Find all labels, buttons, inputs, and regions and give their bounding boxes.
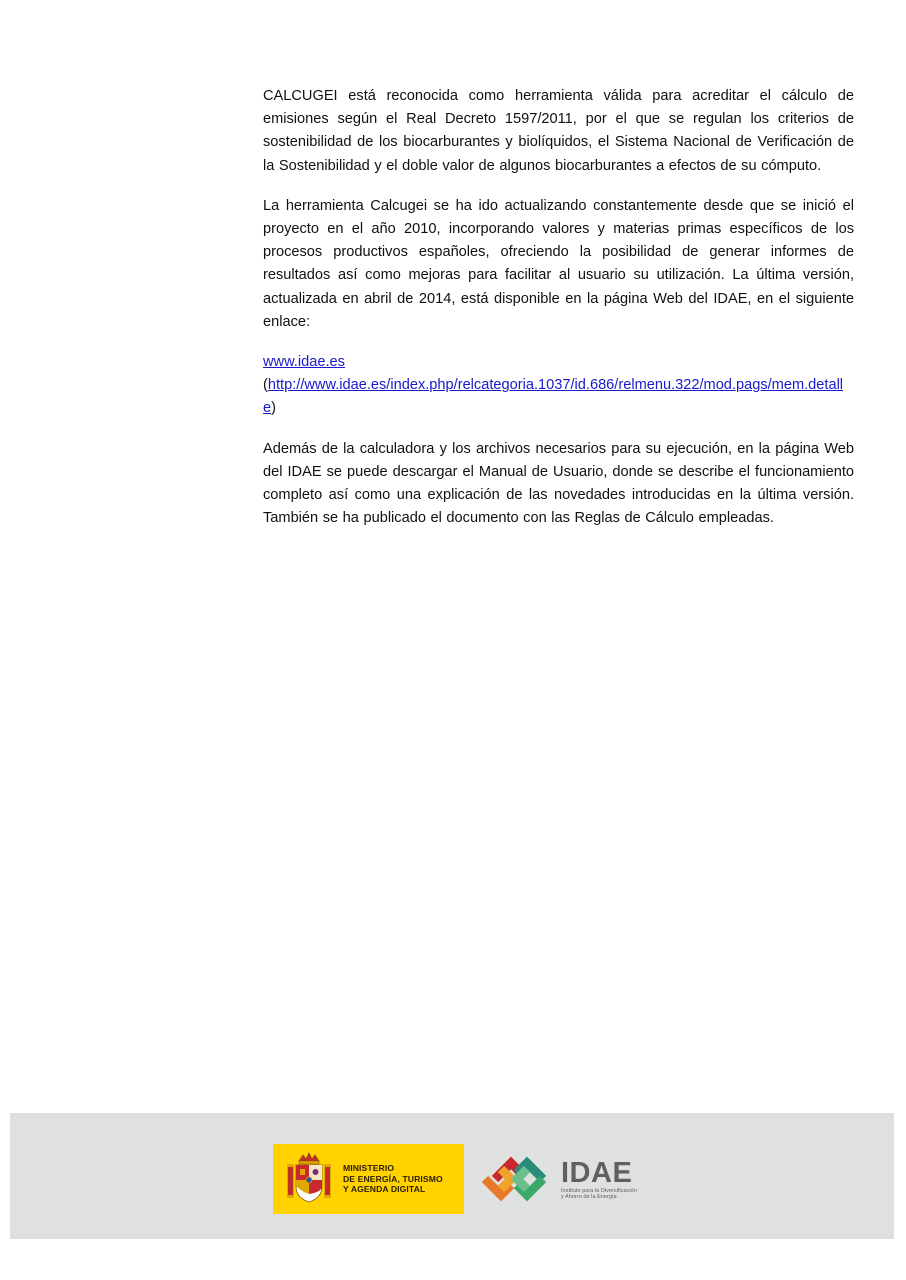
idae-wordmark	[561, 1158, 637, 1201]
idae-subtitle-line: Instituto para la Diversificación	[561, 1187, 637, 1194]
paragraph-calcugei-updates: La herramienta Calcugei se ha ido actualizando constantemente desde que se inició el proyecto en el año 2010, incorporando valores y materias primas específicos de los procesos productivos españoles, ofreciendo la posibilidad de generar informes de resultados así como mejoras para facilitar al usuario su utilización. La última versión, actualizada en abril de 2014, está disponible en la página Web del IDAE, en el siguiente enlace:	[263, 197, 854, 330]
footer-logos-band	[10, 1113, 894, 1239]
document-body	[263, 85, 854, 547]
link-block	[263, 351, 854, 421]
ministry-line: Y AGENDA DIGITAL	[343, 1184, 426, 1195]
paragraph-user-manual: Además de la calculadora y los archivos necesarios para su ejecución, en la página Web del IDAE se puede descargar el Manual de Usuario, donde se describe el funcionamiento completo así como una explicación de las novedades introducidas en la última versión. También se ha publicado el documento con las Reglas de Cálculo empleadas.	[263, 440, 854, 527]
ministry-logo	[273, 1144, 464, 1214]
spanish-coat-of-arms-icon	[285, 1152, 333, 1206]
link-open-paren: (	[263, 377, 268, 394]
idae-knot-icon	[473, 1149, 555, 1209]
ministry-name	[343, 1163, 443, 1195]
link-close-paren: )	[271, 400, 276, 417]
ministry-line: MINISTERIO	[343, 1163, 395, 1174]
idae-home-link[interactable]: www.idae.es	[263, 354, 345, 371]
idae-logo	[473, 1147, 653, 1211]
calcugei-download-link[interactable]: http://www.idae.es/index.php/relcategoria.1037/id.686/relmenu.322/mod.pags/mem.detalle	[263, 377, 844, 417]
paragraph-calcugei-recognition: CALCUGEI está reconocida como herramienta válida para acreditar el cálculo de emisiones según el Real Decreto 1597/2011, por el que se regulan los criterios de sostenibilidad de los biocarburantes y biolíquidos, el Sistema Nacional de Verificación de la Sostenibilidad y el doble valor de algunos biocarburantes a efectos de su cómputo.	[263, 88, 854, 174]
idae-subtitle-line: y Ahorro de la Energía	[561, 1194, 617, 1200]
ministry-line: DE ENERGÍA, TURISMO	[343, 1173, 443, 1184]
idae-name: IDAE	[561, 1156, 633, 1189]
